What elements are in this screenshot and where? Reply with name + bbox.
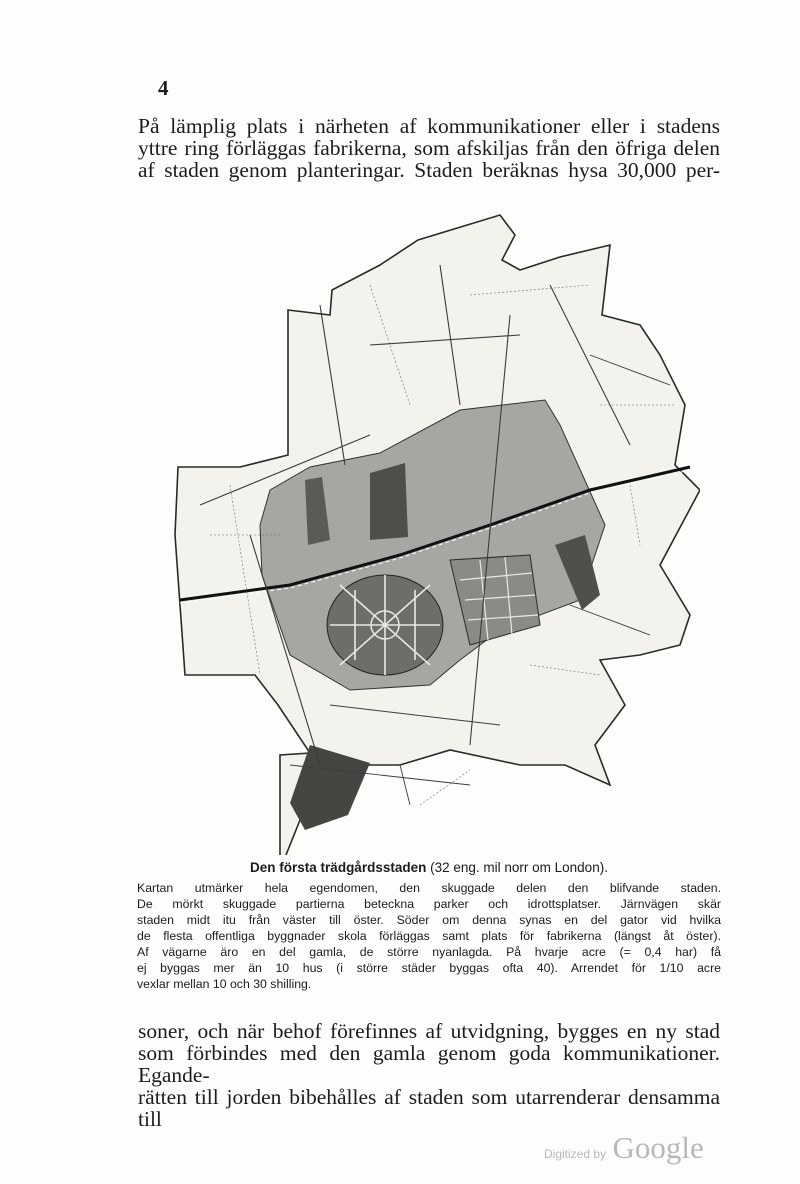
figure-caption-title bbox=[137, 860, 721, 876]
caption-line: vexlar mellan 10 och 30 shilling. bbox=[137, 977, 312, 991]
page-number: 4 bbox=[158, 76, 169, 100]
text-line: af staden genom planteringar. Staden beräknas hysa 30,000 per- bbox=[138, 158, 720, 182]
text-line: På lämplig plats i närheten af kommunikationer eller i stadens bbox=[138, 114, 720, 138]
caption-line: staden midt itu från väster till öster. Söder om denna synas en del gator vid hvilka bbox=[137, 913, 721, 927]
text-line: rätten till jorden bibehålles af staden som utarrenderar densamma till bbox=[138, 1085, 720, 1131]
text-line: soner, och när behof förefinnes af utvidgning, bygges en ny stad bbox=[138, 1019, 720, 1043]
caption-title-rest: (32 eng. mil norr om London). bbox=[430, 860, 608, 875]
caption-line: ej byggas mer än 10 hus (i större städer byggas ofta 40). Arrendet för 1/10 acre bbox=[137, 961, 721, 975]
watermark-brand: Google bbox=[612, 1130, 704, 1165]
caption-title-bold: Den första trädgårdsstaden bbox=[250, 860, 427, 875]
text-line: som förbindes med den gamla genom goda kommunikationer. Egande- bbox=[138, 1041, 720, 1087]
street-grid bbox=[330, 575, 440, 675]
body-text-top bbox=[138, 115, 720, 181]
caption-line: Af vägarne äro en del gamla, de större nyanlagda. På hvarje acre (= 0,4 har) få bbox=[137, 945, 721, 959]
figure-caption-body bbox=[137, 880, 721, 992]
text-line: yttre ring förläggas fabrikerna, som afskiljas från den öfriga delen bbox=[138, 136, 720, 160]
caption-line: de flesta offentliga byggnader skola förläggas samt plats för fabrikerna (längst åt öster). bbox=[137, 929, 721, 943]
park-dark bbox=[370, 463, 408, 540]
body-text-bottom bbox=[138, 1020, 720, 1130]
caption-line: Kartan utmärker hela egendomen, den skuggade delen den blifvande staden. bbox=[137, 881, 721, 895]
watermark-prefix: Digitized by bbox=[544, 1147, 607, 1161]
digitized-watermark bbox=[544, 1130, 704, 1166]
caption-line: De mörkt skuggade partierna beteckna parker och idrottsplatser. Järnvägen skär bbox=[137, 897, 721, 911]
garden-city-map bbox=[170, 205, 700, 855]
